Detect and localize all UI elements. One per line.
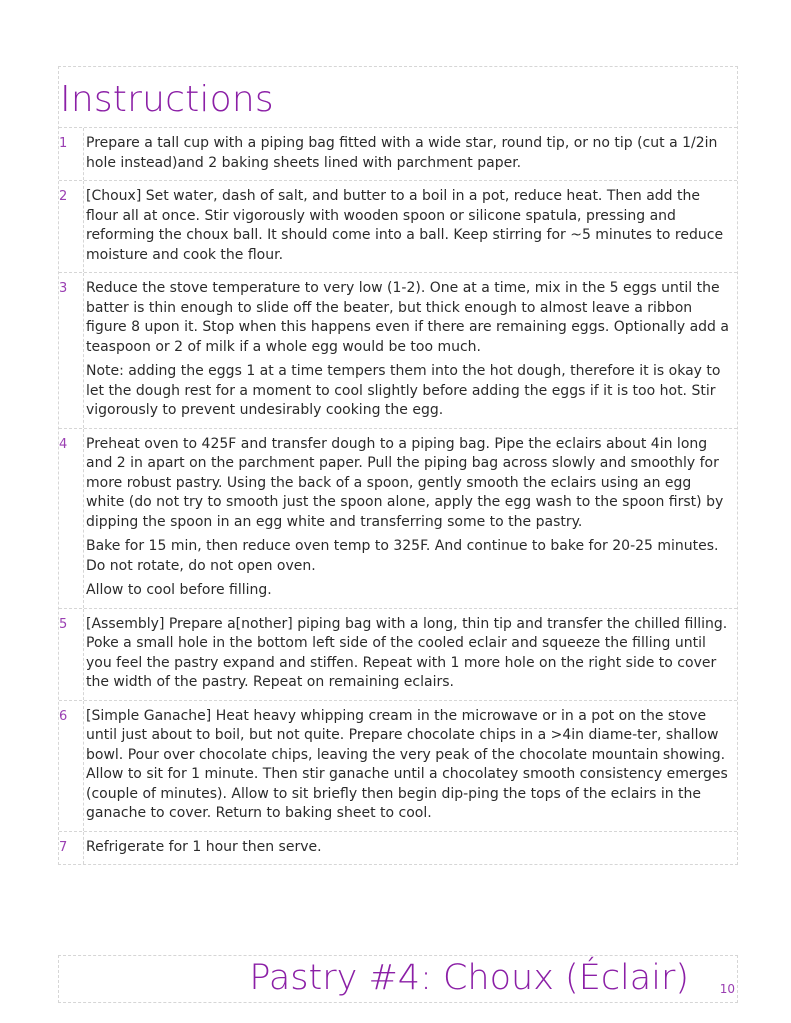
step-row [59,832,737,865]
step-number: 2 [59,181,84,272]
step-body [84,609,737,700]
step-paragraph: Note: adding the eggs 1 at a time tempers them into the hot dough, therefore it is okay to let the dough rest for a moment to cool slightly before adding the eggs if it is too hot. Stir vigorously to prevent undesirably cooking the egg. [86,363,721,418]
step-body [84,273,737,428]
step-paragraph: [Simple Ganache] Heat heavy whipping cream in the microwave or in a pot on the stove until just about to boil, but not quite. Prepare chocolate chips in a >4in diame-ter, shallow bowl. Pour over chocolate chips, leaving the very peak of the chocolate mountain showing. Allow to sit for 1 minute. Then stir ganache until a chocolatey smooth consistency emerges (couple of minutes). Allow to sit briefly then begin dip-ping the tops of the eclairs in the ganache to cover. Return to baking sheet to cool. [86,707,728,821]
footer-title: Pastry #4: Choux (Éclair) [249,958,689,998]
step-row [59,128,737,181]
step-number: 6 [59,701,84,831]
step-number: 5 [59,609,84,700]
step-paragraph: Bake for 15 min, then reduce oven temp to 325F. And continue to bake for 20-25 minutes. Do not rotate, do not open oven. [86,538,719,574]
steps-list [59,128,737,864]
step-paragraph: [Assembly] Prepare a[nother] piping bag with a long, thin tip and transfer the chilled filling. Poke a small hole in the bottom left side of the cooled eclair and squeeze the filling until you feel the pastry expand and stiffen. Repeat with 1 more hole on the right side to cover the width of the pastry. Repeat on remaining eclairs. [86,615,728,690]
step-row [59,609,737,701]
step-paragraph: Preheat oven to 425F and transfer dough to a piping bag. Pipe the eclairs about 4in long and 2 in apart on the parchment paper. Pull the piping bag across slowly and smoothly for more robust pastry. Using the back of a spoon, gently smooth the eclairs using an egg white (do not try to smooth just the spoon alone, apply the egg wash to the spoon first) by dipping the spoon in an egg white and transferring some to the pastry. [86,435,724,530]
step-paragraph: Reduce the stove temperature to very low (1-2). One at a time, mix in the 5 eggs until the batter is thin enough to slide off the beater, but thick enough to almost leave a ribbon figure 8 upon it. Stop when this happens even if there are remaining eggs. Optionally add a teaspoon or 2 of milk if a whole egg would be too much. [86,280,729,355]
step-paragraph: Refrigerate for 1 hour then serve. [86,838,322,855]
page-number: 10 [719,982,735,996]
step-body [84,429,737,608]
step-row [59,273,737,429]
instructions-section [58,66,738,865]
page-title: Instructions [60,78,274,120]
step-number: 3 [59,273,84,428]
footer [58,955,738,1003]
step-row [59,181,737,273]
step-row [59,429,737,609]
step-paragraph: [Choux] Set water, dash of salt, and butter to a boil in a pot, reduce heat. Then add the flour all at once. Stir vigorously with wooden spoon or silicone spatula, pressing and reforming the choux ball. It should come into a ball. Keep stirring for ~5 minutes to reduce moisture and cook the flour. [86,188,724,263]
step-body [84,181,737,272]
step-body [84,832,737,865]
step-body [84,701,737,831]
step-paragraph: Prepare a tall cup with a piping bag fitted with a wide star, round tip, or no tip (cut a 1/2in hole instead)and 2 baking sheets lined with parchment paper. [86,135,718,171]
step-number: 7 [59,832,84,865]
step-body [84,128,737,180]
step-number: 1 [59,128,84,180]
step-paragraph: Allow to cool before filling. [86,582,272,598]
step-row [59,701,737,832]
step-number: 4 [59,429,84,608]
title-row [59,67,737,128]
